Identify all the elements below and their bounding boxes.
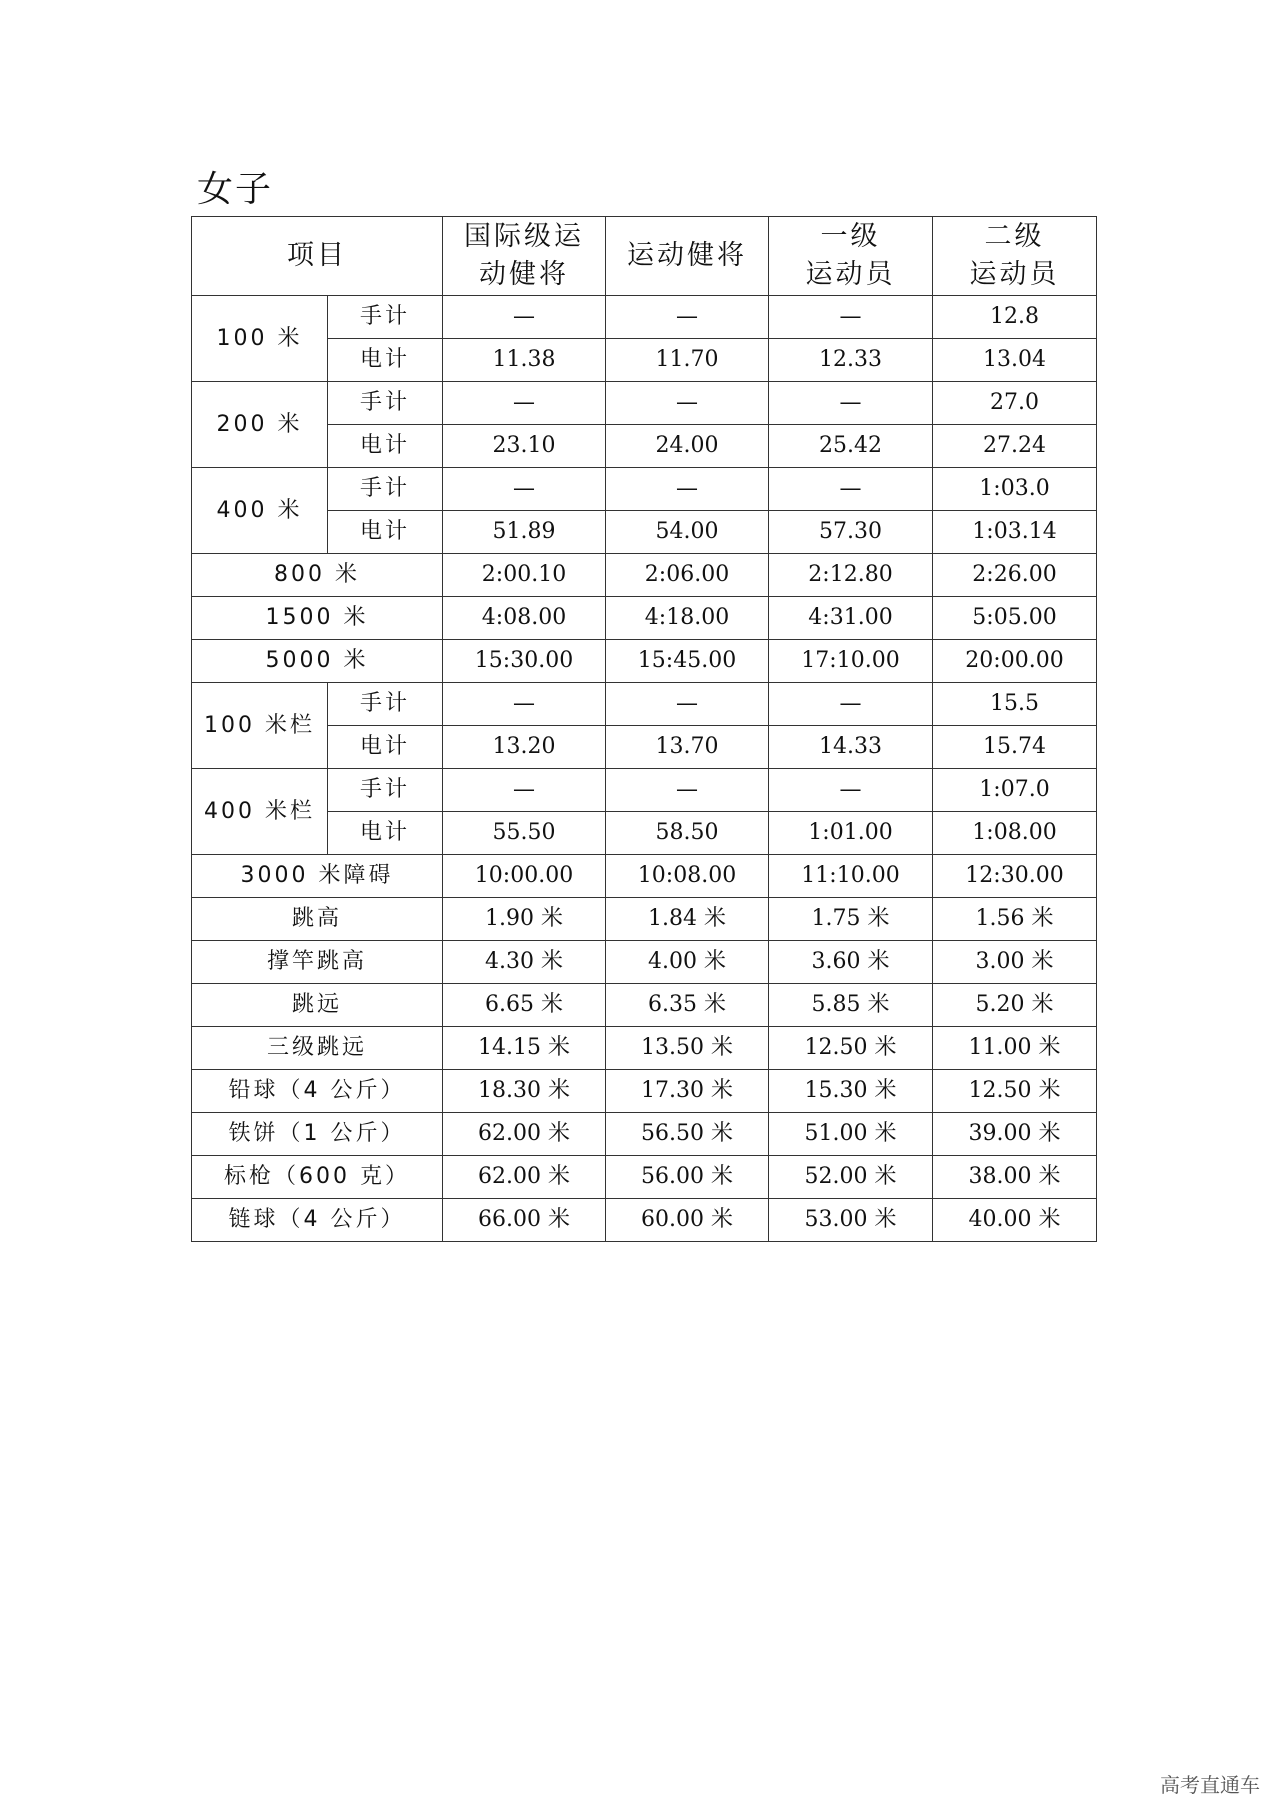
table-row [192,597,1097,640]
table-cell: 24.00 [606,425,769,468]
table-cell: 52.00 米 [769,1156,933,1199]
event-name: 铁饼（1 公斤） [192,1113,443,1156]
table-cell: 54.00 [606,511,769,554]
table-cell: 5:05.00 [933,597,1097,640]
table-row [192,1070,1097,1113]
event-name: 5000 米 [192,640,443,683]
table-cell: 1:01.00 [769,812,933,855]
table-cell: — [606,769,769,812]
table-cell: 15:30.00 [443,640,606,683]
timing-label: 手计 [328,769,443,812]
table-cell: 40.00 米 [933,1199,1097,1242]
table-row [192,984,1097,1027]
table-cell: 1:03.0 [933,468,1097,511]
table-cell: 11.00 米 [933,1027,1097,1070]
table-cell: 20:00.00 [933,640,1097,683]
table-cell: 6.65 米 [443,984,606,1027]
header-second-class [933,217,1097,296]
table-cell: 23.10 [443,425,606,468]
table-cell: 5.20 米 [933,984,1097,1027]
table-cell: 13.04 [933,339,1097,382]
timing-label: 电计 [328,726,443,769]
table-cell: 15.30 米 [769,1070,933,1113]
table-cell: 56.00 米 [606,1156,769,1199]
table-cell: 58.50 [606,812,769,855]
table-cell: — [769,382,933,425]
event-name: 跳高 [192,898,443,941]
table-cell: 51.89 [443,511,606,554]
table-cell: 60.00 米 [606,1199,769,1242]
table-cell: 4.00 米 [606,941,769,984]
table-cell: 13.20 [443,726,606,769]
table-row [192,640,1097,683]
table-cell: — [443,296,606,339]
table-cell: 18.30 米 [443,1070,606,1113]
table-row [192,296,1097,339]
table-cell: 10:00.00 [443,855,606,898]
table-cell: 2:00.10 [443,554,606,597]
table-cell: 14.33 [769,726,933,769]
table-cell: 12.33 [769,339,933,382]
table-cell: 6.35 米 [606,984,769,1027]
table-cell: 1.90 米 [443,898,606,941]
timing-label: 电计 [328,511,443,554]
table-cell: 17.30 米 [606,1070,769,1113]
table-cell: 56.50 米 [606,1113,769,1156]
table-row [192,425,1097,468]
table-cell: 51.00 米 [769,1113,933,1156]
table-cell: — [606,382,769,425]
event-name: 跳远 [192,984,443,1027]
table-row [192,468,1097,511]
table-row [192,511,1097,554]
table-cell: 57.30 [769,511,933,554]
event-name: 400 米 [192,468,328,554]
timing-label: 电计 [328,425,443,468]
table-cell: 15:45.00 [606,640,769,683]
table-cell: 62.00 米 [443,1156,606,1199]
table-cell: 1.56 米 [933,898,1097,941]
table-cell: 15.5 [933,683,1097,726]
table-cell: 4:18.00 [606,597,769,640]
table-row [192,683,1097,726]
table-cell: — [769,769,933,812]
table-row [192,812,1097,855]
table-cell: 5.85 米 [769,984,933,1027]
timing-label: 电计 [328,339,443,382]
timing-label: 手计 [328,382,443,425]
table-cell: — [443,769,606,812]
event-name: 800 米 [192,554,443,597]
table-cell: 1:03.14 [933,511,1097,554]
table-cell: 25.42 [769,425,933,468]
event-name: 400 米栏 [192,769,328,855]
table-cell: 1.75 米 [769,898,933,941]
table-cell: — [769,468,933,511]
table-cell: 11.70 [606,339,769,382]
header-line: 二级 [984,221,1045,252]
table-cell: 2:26.00 [933,554,1097,597]
table-cell: 11.38 [443,339,606,382]
table-cell: 12.50 米 [769,1027,933,1070]
table-cell: — [606,296,769,339]
table-cell: 13.70 [606,726,769,769]
header-first-class [769,217,933,296]
table-cell: 39.00 米 [933,1113,1097,1156]
table-row [192,382,1097,425]
table-cell: 66.00 米 [443,1199,606,1242]
table-row [192,726,1097,769]
table-cell: 53.00 米 [769,1199,933,1242]
watermark: 高考直通车 [1160,1773,1260,1797]
table-cell: 14.15 米 [443,1027,606,1070]
table-cell: 4:08.00 [443,597,606,640]
header-row [192,217,1097,296]
table-cell: 27.24 [933,425,1097,468]
table-cell: 10:08.00 [606,855,769,898]
table-cell: 27.0 [933,382,1097,425]
table-cell: 3.60 米 [769,941,933,984]
table-row [192,1199,1097,1242]
table-cell: 1:08.00 [933,812,1097,855]
event-name: 100 米 [192,296,328,382]
timing-label: 手计 [328,296,443,339]
event-name: 200 米 [192,382,328,468]
grades-table [191,216,1097,1242]
table-cell: 2:06.00 [606,554,769,597]
header-line: 运动员 [805,259,896,290]
event-name: 三级跳远 [192,1027,443,1070]
event-name: 铅球（4 公斤） [192,1070,443,1113]
table-cell: 12.50 米 [933,1070,1097,1113]
header-line: 动健将 [479,259,569,290]
event-name: 1500 米 [192,597,443,640]
table-cell: 3.00 米 [933,941,1097,984]
timing-label: 电计 [328,812,443,855]
table-cell: 1:07.0 [933,769,1097,812]
header-event: 项目 [192,217,443,296]
table-cell: 38.00 米 [933,1156,1097,1199]
table-row [192,1027,1097,1070]
table-cell: — [443,382,606,425]
table-cell: 15.74 [933,726,1097,769]
timing-label: 手计 [328,468,443,511]
table-cell: — [606,468,769,511]
table-cell: — [443,468,606,511]
table-cell: 2:12.80 [769,554,933,597]
header-line: 运动员 [969,259,1060,290]
table-row [192,554,1097,597]
table-cell: 62.00 米 [443,1113,606,1156]
event-name: 链球（4 公斤） [192,1199,443,1242]
table-cell: 4.30 米 [443,941,606,984]
table-cell: — [769,683,933,726]
page-title: 女子 [197,169,274,210]
table-cell: 11:10.00 [769,855,933,898]
table-cell: 4:31.00 [769,597,933,640]
header-line: 国际级运 [464,221,584,252]
table-row [192,898,1097,941]
table-row [192,769,1097,812]
table-cell: 17:10.00 [769,640,933,683]
table-cell: 1.84 米 [606,898,769,941]
table-cell: 12:30.00 [933,855,1097,898]
header-master: 运动健将 [606,217,769,296]
table-cell: 55.50 [443,812,606,855]
table-row [192,339,1097,382]
event-name: 3000 米障碍 [192,855,443,898]
table-row [192,1113,1097,1156]
timing-label: 手计 [328,683,443,726]
table-row [192,1156,1097,1199]
table-cell: — [769,296,933,339]
table-row [192,855,1097,898]
table-cell: — [443,683,606,726]
table-row [192,941,1097,984]
event-name: 撑竿跳高 [192,941,443,984]
event-name: 标枪（600 克） [192,1156,443,1199]
event-name: 100 米栏 [192,683,328,769]
table-cell: — [606,683,769,726]
header-international-master [443,217,606,296]
header-line: 一级 [820,221,881,252]
table-cell: 12.8 [933,296,1097,339]
table-cell: 13.50 米 [606,1027,769,1070]
